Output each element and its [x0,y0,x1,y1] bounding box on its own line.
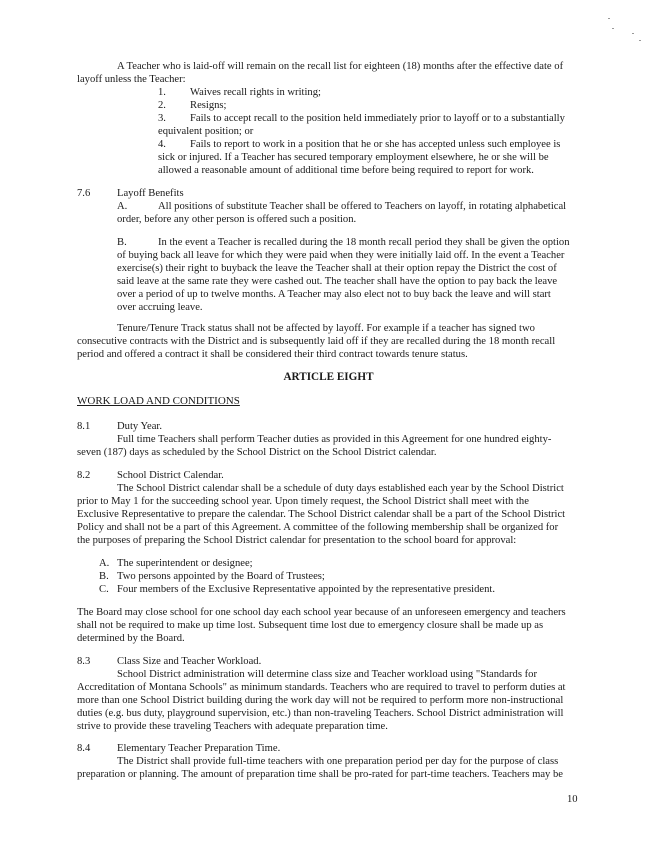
section-number: 8.1 [77,421,91,432]
paragraph-line: more than one School District building during the work day will not be required to perform more non-instructional [77,695,564,706]
paragraph-line: The District shall provide full-time teachers with one preparation period per day for the purpose of class [117,756,559,767]
section-title: Elementary Teacher Preparation Time. [117,743,281,754]
scan-speck [612,28,614,29]
page-number: 10 [567,794,578,805]
section-title: Class Size and Teacher Workload. [117,656,262,667]
paragraph-line: The Board may close school for one school day each school year because of an unforeseen emergency and teachers [77,607,566,618]
paragraph-line: Full time Teachers shall perform Teacher duties as provided in this Agreement for one hundred eighty- [117,434,552,445]
paragraph-line: said leave at the same rate they were cashed out. The teacher shall have the option to pay back the leave [117,276,558,287]
paragraph-line: In the event a Teacher is recalled during the 18 month recall period they shall be given the option [158,237,570,248]
paragraph-line: over a period of up to twelve months. A Teacher may also elect not to buy back the leave and will start [117,289,551,300]
recall-item-text: Resigns; [190,100,227,111]
scan-speck [632,33,634,34]
paragraph-line: consecutive contracts with the District and is subsequently laid off if they are recalled during the 18 month recall [77,336,556,347]
recall-item-text: sick or injured. If a Teacher has secured temporary employment elsewhere, he or she will be [158,152,549,163]
paragraph-line: shall not be required to make up time lost. Subsequent time lost due to emergency closure shall be made up as [77,620,544,631]
list-item-label: A. [99,558,110,569]
subsection-label: B. [117,237,127,248]
list-item-text: Four members of the Exclusive Representative appointed by the representative president. [117,584,496,595]
paragraph-line: strive to provide these traveling Teachers with adequate preparation time. [77,721,388,732]
paragraph-line: determined by the Board. [77,633,185,644]
paragraph-line: prior to May 1 for the succeeding school year. Upon timely request, the School District shall meet with the [77,496,529,507]
recall-item-text: allowed a reasonable amount of additional time before being required to report for work. [158,165,534,176]
paragraph-line: School District administration will determine class size and Teacher workload using "Standards for [117,669,537,680]
section-number: 8.4 [77,743,91,754]
recall-item-number: 2. [158,100,166,111]
list-item-label: B. [99,571,109,582]
list-item-text: Two persons appointed by the Board of Trustees; [117,571,325,582]
subsection-label: A. [117,201,128,212]
paragraph-line: the purposes of preparing the School District calendar for presentation to the school board for approval: [77,535,517,546]
section-title: School District Calendar. [117,470,224,481]
paragraph-line: duties (e.g. bus duty, playground supervision, etc.) than non-traveling Teachers. School District administration will [77,708,564,719]
section-number: 7.6 [77,188,91,199]
paragraph-line: Policy and shall not be a part of this Agreement. A committee of the following membership shall be organized for [77,522,559,533]
list-item-label: C. [99,584,109,595]
paragraph-line: All positions of substitute Teacher shall be offered to Teachers on layoff, in rotating alphabetical [158,201,567,212]
paragraph-line: Accreditation of Montana Schools" as minimum standards. Teachers who are required to travel to perform duties at [77,682,566,693]
article-heading: ARTICLE EIGHT [283,371,374,383]
paragraph-line: exercise(s) their right to buyback the leave the Teacher shall at their option repay the District the cost of [117,263,557,274]
paragraph-line: order, before any other person is offered such a position. [117,214,357,225]
paragraph-line: Exclusive Representative to prepare the calendar. The School District calendar shall be a part of the School District [77,509,566,520]
article-subheading: WORK LOAD AND CONDITIONS [77,395,240,407]
paragraph-line: seven (187) days as scheduled by the School District on the School District calendar. [77,447,437,458]
section-title: Duty Year. [117,421,163,432]
recall-item-text: Fails to accept recall to the position held immediately prior to layoff or to a substantially [190,113,565,124]
section-number: 8.3 [77,656,91,667]
recall-item-number: 1. [158,87,166,98]
recall-item-text: Fails to report to work in a position that he or she has accepted unless such employee is [190,139,561,150]
section-number: 8.2 [77,470,91,481]
paragraph-line: Tenure/Tenure Track status shall not be affected by layoff. For example if a teacher has signed two [117,323,535,334]
recall-item-number: 3. [158,113,166,124]
paragraph-line: of buying back all leave for which they were paid when they were initially laid off. In the event a Teacher [117,250,565,261]
section-title: Layoff Benefits [117,188,184,199]
paragraph-line: The School District calendar shall be a schedule of duty days established each year by the School District [117,483,564,494]
paragraph-line: period and offered a contract it shall be considered their third contract towards tenure status. [77,349,468,360]
paragraph-line: over accruing leave. [117,302,203,313]
recall-item-text: Waives recall rights in writing; [190,87,321,98]
list-item-text: The superintendent or designee; [117,558,253,569]
scan-speck [608,18,610,19]
recall-intro-line: layoff unless the Teacher: [77,74,186,85]
paragraph-line: preparation or planning. The amount of preparation time shall be pro-rated for part-time teachers. Teachers may be [77,769,563,780]
recall-item-number: 4. [158,139,166,150]
recall-item-text: equivalent position; or [158,126,254,137]
recall-intro-line: A Teacher who is laid-off will remain on the recall list for eighteen (18) months after the effective date of [117,61,564,72]
scan-speck [639,40,641,41]
